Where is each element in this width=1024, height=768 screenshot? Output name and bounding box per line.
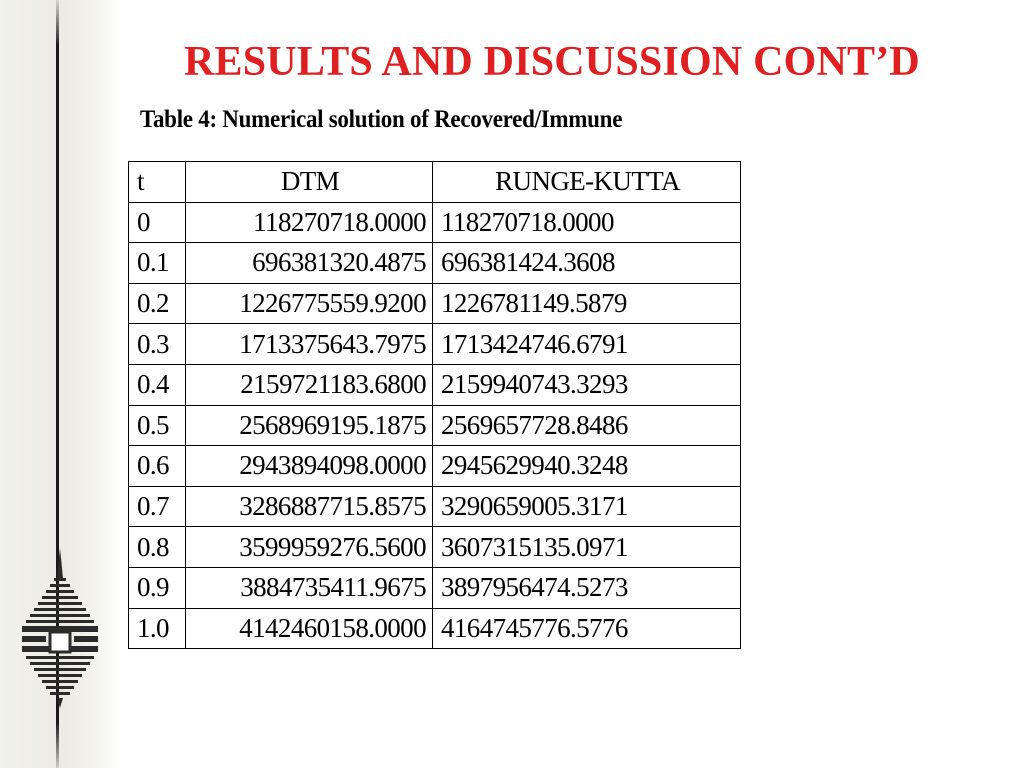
results-table xyxy=(128,161,741,649)
cell-t: 0.4 xyxy=(129,364,186,405)
cell-dtm: 4142460158.0000 xyxy=(186,608,433,649)
cell-t: 0.5 xyxy=(129,405,186,446)
table-row xyxy=(129,364,741,405)
cell-dtm: 2943894098.0000 xyxy=(186,446,433,487)
cell-dtm: 3286887715.8575 xyxy=(186,486,433,527)
header-runge-kutta: RUNGE-KUTTA xyxy=(433,162,741,203)
table-row xyxy=(129,324,741,365)
cell-runge-kutta: 2569657728.8486 xyxy=(433,405,741,446)
header-dtm: DTM xyxy=(186,162,433,203)
cell-runge-kutta: 696381424.3608 xyxy=(433,243,741,284)
table-row xyxy=(129,202,741,243)
university-emblem-icon xyxy=(20,548,100,708)
cell-t: 0 xyxy=(129,202,186,243)
table-header-row xyxy=(129,162,741,203)
cell-dtm: 696381320.4875 xyxy=(186,243,433,284)
cell-runge-kutta: 4164745776.5776 xyxy=(433,608,741,649)
cell-t: 0.8 xyxy=(129,527,186,568)
slide-title: RESULTS AND DISCUSSION CONT’D xyxy=(184,39,920,85)
cell-dtm: 3599959276.5600 xyxy=(186,527,433,568)
cell-t: 0.2 xyxy=(129,283,186,324)
table-row xyxy=(129,446,741,487)
cell-t: 1.0 xyxy=(129,608,186,649)
cell-runge-kutta: 3897956474.5273 xyxy=(433,567,741,608)
table-row xyxy=(129,486,741,527)
table-row xyxy=(129,283,741,324)
table-row xyxy=(129,567,741,608)
cell-dtm: 2568969195.1875 xyxy=(186,405,433,446)
cell-runge-kutta: 3290659005.3171 xyxy=(433,486,741,527)
cell-dtm: 118270718.0000 xyxy=(186,202,433,243)
cell-dtm: 3884735411.9675 xyxy=(186,567,433,608)
cell-runge-kutta: 2159940743.3293 xyxy=(433,364,741,405)
cell-runge-kutta: 1226781149.5879 xyxy=(433,283,741,324)
table-row xyxy=(129,243,741,284)
cell-runge-kutta: 3607315135.0971 xyxy=(433,527,741,568)
cell-t: 0.3 xyxy=(129,324,186,365)
cell-dtm: 1713375643.7975 xyxy=(186,324,433,365)
header-t: t xyxy=(129,162,186,203)
cell-dtm: 1226775559.9200 xyxy=(186,283,433,324)
table-caption: Table 4: Numerical solution of Recovered/Immune xyxy=(140,106,623,133)
cell-runge-kutta: 118270718.0000 xyxy=(433,202,741,243)
table-row xyxy=(129,527,741,568)
table-row xyxy=(129,405,741,446)
table-row xyxy=(129,608,741,649)
cell-t: 0.7 xyxy=(129,486,186,527)
cell-dtm: 2159721183.6800 xyxy=(186,364,433,405)
cell-runge-kutta: 2945629940.3248 xyxy=(433,446,741,487)
left-decorative-strip xyxy=(0,0,120,768)
cell-runge-kutta: 1713424746.6791 xyxy=(433,324,741,365)
cell-t: 0.1 xyxy=(129,243,186,284)
cell-t: 0.6 xyxy=(129,446,186,487)
cell-t: 0.9 xyxy=(129,567,186,608)
